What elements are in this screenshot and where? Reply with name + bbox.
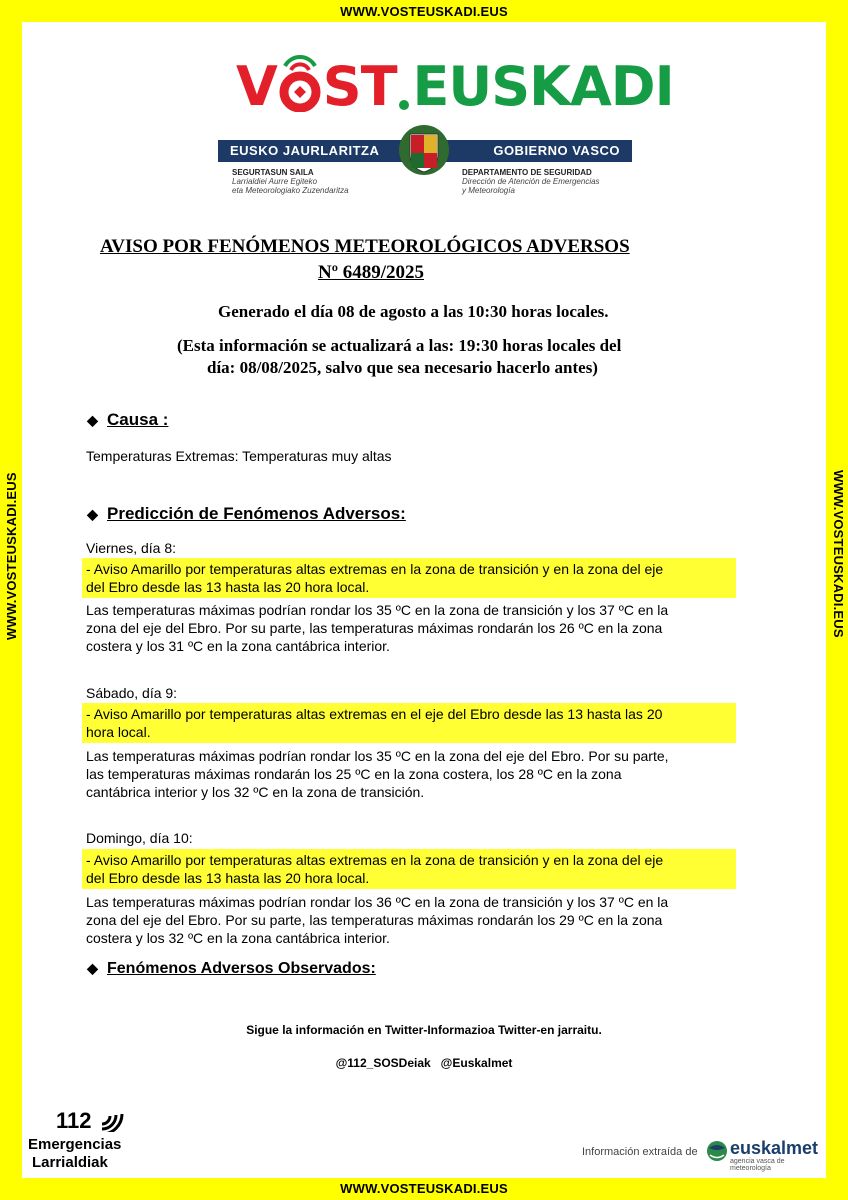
observed-heading: ◆ Fenómenos Adversos Observados: (87, 960, 376, 977)
alert-highlight (82, 849, 736, 889)
source-label: Información extraída de (582, 1146, 698, 1158)
day-label: Sábado, día 9: (86, 685, 178, 701)
euskalmet-credit (582, 1138, 822, 1172)
day-label: Domingo, día 10: (86, 830, 193, 846)
dept-basque (232, 168, 349, 195)
site-url-bottom[interactable]: WWW.VOSTEUSKADI.EUS (340, 1181, 508, 1196)
cause-text: Temperaturas Extremas: Temperaturas muy altas (86, 448, 392, 464)
warning-number: Nº 6489/2025 (318, 262, 425, 283)
twitter-handles[interactable]: @112_SOSDeiak @Euskalmet (335, 1056, 513, 1070)
e112-line1: Emergencias (28, 1136, 122, 1153)
alert-highlight (82, 703, 736, 743)
dept-basque-title: SEGURTASUN SAILA (232, 168, 314, 177)
alert-line: - Aviso Amarillo por temperaturas altas extremas en la zona de transición y en la zona del eje (86, 561, 664, 577)
alert-line: del Ebro desde las 13 hasta las 20 hora local. (86, 870, 370, 886)
alert-line: del Ebro desde las 13 hasta las 20 hora local. (86, 579, 370, 595)
diamond-bullet-icon: ◆ (87, 506, 98, 522)
coat-of-arms-icon (398, 124, 450, 178)
page-title: AVISO POR FENÓMENOS METEOROLÓGICOS ADVERSOS (100, 236, 630, 257)
dept-spanish-line1: Dirección de Atención de Emergencias (462, 177, 600, 186)
alert-line: - Aviso Amarillo por temperaturas altas extremas en la zona de transición y en la zona del eje (86, 852, 664, 868)
logo-v: V (236, 55, 277, 118)
description-line: costera y los 32 ºC en la zona cantábrica interior. (86, 930, 390, 946)
generated-date: Generado el día 08 de agosto a las 10:30 horas locales. (218, 302, 609, 321)
day-description (86, 601, 668, 655)
description-line: Las temperaturas máximas podrían rondar los 36 ºC en la zona de transición y los 37 ºC en la (86, 894, 669, 910)
description-line: Las temperaturas máximas podrían rondar los 35 ºC en la zona del eje del Ebro. Por su parte, (86, 748, 669, 764)
euskalmet-subtitle: agencia vasca de meteorología (730, 1158, 785, 1172)
lifebuoy-icon (277, 60, 323, 114)
diamond-bullet-icon: ◆ (87, 960, 98, 976)
day-description (86, 893, 668, 947)
logo-dot (399, 100, 409, 110)
follow-twitter-text: Sigue la información en Twitter-Informazioa Twitter-en jarraitu. (246, 1023, 602, 1037)
description-line: Las temperaturas máximas podrían rondar los 35 ºC en la zona de transición y los 37 ºC en la (86, 602, 669, 618)
gov-basque-name: EUSKO JAURLARITZA (230, 143, 380, 158)
e112-number: 112 (56, 1108, 92, 1133)
description-line: las temperaturas máximas rondarán los 25 ºC en la zona costera, los 28 ºC en la zona (86, 766, 622, 782)
description-line: zona del eje del Ebro. Por su parte, las temperaturas máximas rondarán los 29 ºC en la zona (86, 912, 663, 928)
day-label: Viernes, día 8: (86, 540, 177, 556)
signal-waves-icon (98, 1098, 130, 1132)
site-url-left[interactable]: WWW.VOSTEUSKADI.EUS (4, 472, 19, 640)
globe-icon (706, 1140, 728, 1162)
alert-line: - Aviso Amarillo por temperaturas altas extremas en el eje del Ebro desde las 13 hasta las 20 (86, 706, 663, 722)
update-notice-line2: día: 08/08/2025, salvo que sea necesario hacerlo antes) (207, 358, 598, 377)
day-description (86, 747, 669, 801)
description-line: costera y los 31 ºC en la zona cantábrica interior. (86, 638, 390, 654)
document-page (22, 22, 826, 1178)
e112-line2: Larrialdiak (32, 1154, 108, 1171)
site-url-top[interactable]: WWW.VOSTEUSKADI.EUS (340, 4, 508, 19)
site-url-right[interactable]: WWW.VOSTEUSKADI.EUS (831, 470, 846, 638)
prediction-heading: ◆ Predicción de Fenómenos Adversos: (87, 504, 406, 523)
gov-spanish-name: GOBIERNO VASCO (493, 143, 620, 158)
alert-highlight (82, 558, 736, 598)
dept-basque-line1: Larrialdiei Aurre Egiteko (232, 177, 318, 186)
diamond-bullet-icon: ◆ (87, 412, 98, 428)
dept-spanish-title: DEPARTAMENTO DE SEGURIDAD (462, 168, 592, 177)
dept-basque-line2: eta Meteorologiako Zuzendaritza (232, 186, 349, 195)
logo-st: ST (322, 55, 397, 118)
vost-euskadi-logo (236, 44, 674, 118)
description-line: zona del eje del Ebro. Por su parte, las temperaturas máximas rondarán los 26 ºC en la zona (86, 620, 663, 636)
cause-heading: ◆ Causa : (87, 410, 169, 429)
update-notice-line1: (Esta información se actualizará a las: 19:30 horas locales del (177, 336, 622, 355)
euskalmet-brand[interactable]: euskalmet (730, 1138, 819, 1158)
alert-line: hora local. (86, 724, 151, 740)
description-line: cantábrica interior y los 32 ºC en la zona de transición. (86, 784, 425, 800)
dept-spanish-line2: y Meteorología (462, 186, 515, 195)
dept-spanish (462, 168, 600, 195)
logo-euskadi: EUSKADI (412, 55, 674, 118)
